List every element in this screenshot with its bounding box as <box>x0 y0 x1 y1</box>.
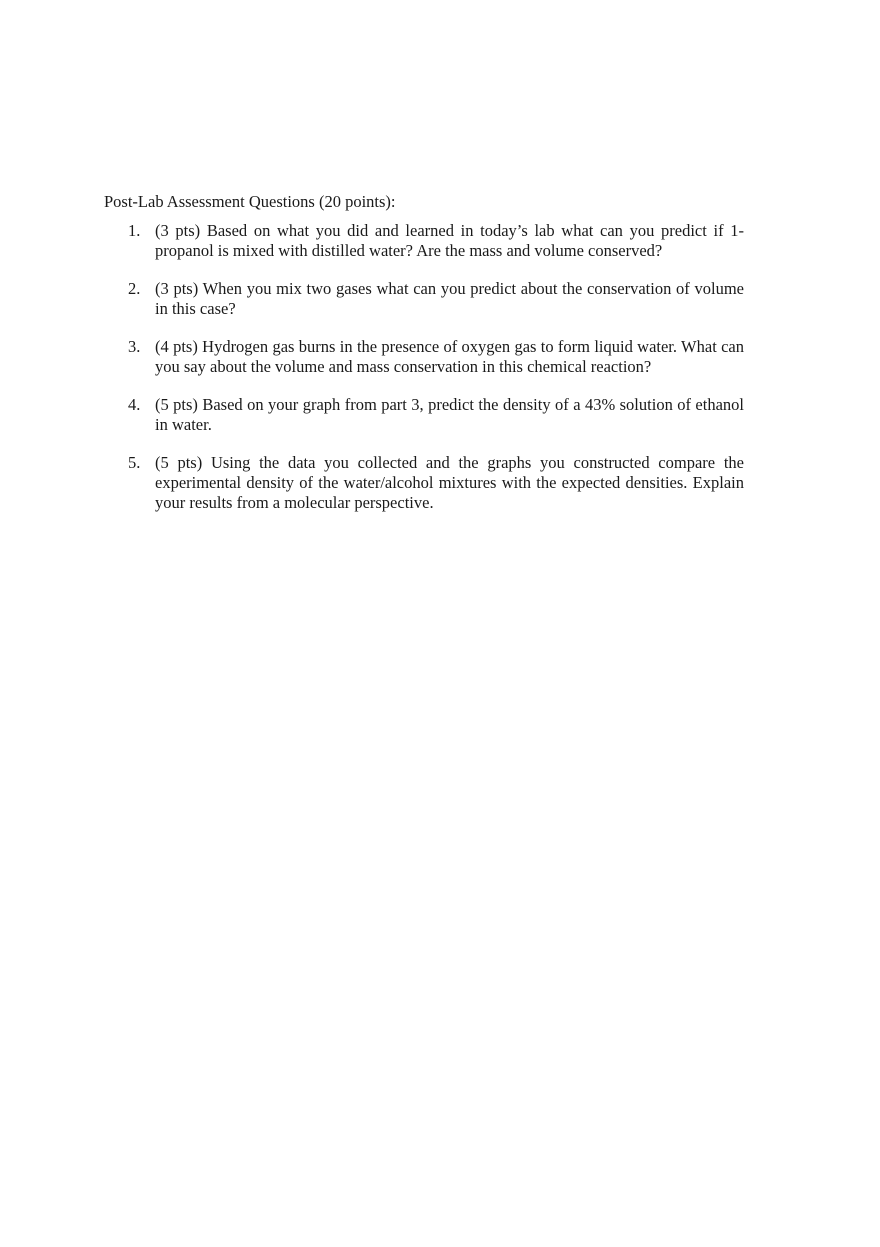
question-item-2 <box>104 279 744 319</box>
question-text: (4 pts) Hydrogen gas burns in the presence of oxygen gas to form liquid water. What can you say about the volume and mass conservation in this chemical reaction? <box>155 337 744 376</box>
question-list <box>104 221 744 531</box>
question-number: 2. <box>128 279 141 298</box>
question-text: (5 pts) Using the data you collected and the graphs you constructed compare the experimental density of the water/alcohol mixtures with the expected densities. Explain your results from a molecular perspective. <box>155 453 744 512</box>
question-item-3 <box>104 337 744 377</box>
question-number: 1. <box>128 221 141 240</box>
question-item-5 <box>104 453 744 513</box>
question-number: 5. <box>128 453 141 472</box>
question-number: 4. <box>128 395 141 414</box>
question-item-1 <box>104 221 744 261</box>
question-text: (3 pts) When you mix two gases what can you predict about the conservation of volume in this case? <box>155 279 744 318</box>
question-number: 3. <box>128 337 141 356</box>
question-item-4 <box>104 395 744 435</box>
question-text: (3 pts) Based on what you did and learned in today’s lab what can you predict if 1-propanol is mixed with distilled water? Are the mass and volume conserved? <box>155 221 744 260</box>
question-text: (5 pts) Based on your graph from part 3, predict the density of a 43% solution of ethanol in water. <box>155 395 744 434</box>
page-title: Post-Lab Assessment Questions (20 points): <box>104 192 396 211</box>
